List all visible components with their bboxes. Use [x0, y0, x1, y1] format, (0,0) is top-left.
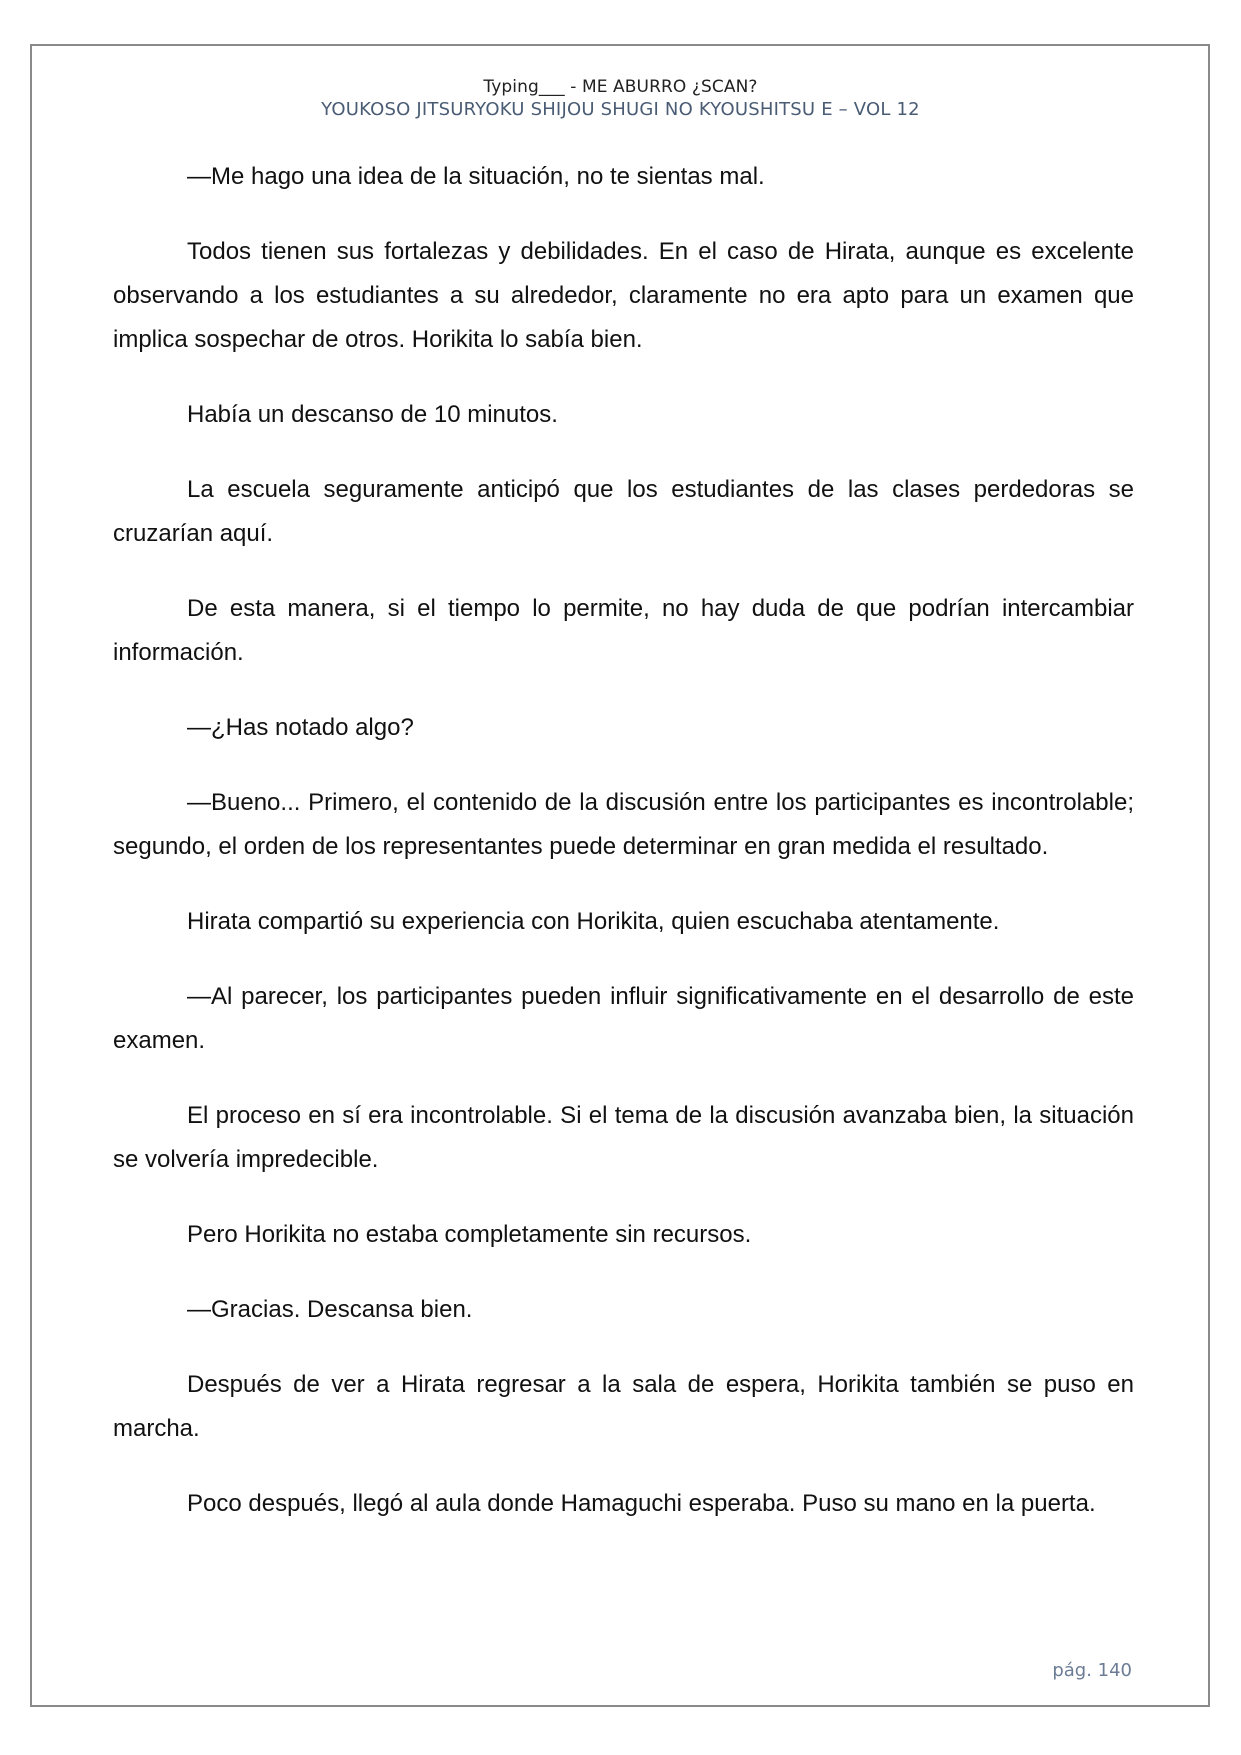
- paragraph: El proceso en sí era incontrolable. Si el tema de la discusión avanzaba bien, la situación se volvería impredecible.: [113, 1102, 1134, 1173]
- paragraph: —Me hago una idea de la situación, no te sientas mal.: [187, 163, 765, 190]
- paragraph: —Gracias. Descansa bien.: [187, 1296, 473, 1323]
- page-number: pág. 140: [1052, 1660, 1132, 1681]
- paragraph: —Al parecer, los participantes pueden influir significativamente en el desarrollo de este examen.: [113, 983, 1134, 1054]
- paragraph: Hirata compartió su experiencia con Horikita, quien escuchaba atentamente.: [187, 908, 1000, 935]
- page-header: [0, 76, 1241, 122]
- header-typing-credit: Typing___ - ME ABURRO ¿SCAN?: [483, 77, 758, 97]
- paragraph: Pero Horikita no estaba completamente sin recursos.: [187, 1221, 752, 1248]
- body-text: [113, 155, 1134, 1557]
- paragraph: Todos tienen sus fortalezas y debilidades. En el caso de Hirata, aunque es excelente observando a los estudiantes a su alrededor, claramente no era apto para un examen que implica sospechar de otros. Horikita lo sabía bien.: [113, 238, 1134, 353]
- paragraph: De esta manera, si el tiempo lo permite, no hay duda de que podrían intercambiar información.: [113, 595, 1134, 666]
- paragraph: —Bueno... Primero, el contenido de la discusión entre los participantes es incontrolable; segundo, el orden de los representantes puede determinar en gran medida el resultado.: [113, 789, 1134, 860]
- paragraph: —¿Has notado algo?: [187, 714, 414, 741]
- paragraph: Había un descanso de 10 minutos.: [187, 401, 558, 428]
- paragraph: La escuela seguramente anticipó que los estudiantes de las clases perdedoras se cruzarían aquí.: [113, 476, 1134, 547]
- header-book-title: YOUKOSO JITSURYOKU SHIJOU SHUGI NO KYOUSHITSU E – VOL 12: [321, 99, 920, 120]
- paragraph: Después de ver a Hirata regresar a la sala de espera, Horikita también se puso en marcha.: [113, 1371, 1134, 1442]
- paragraph: Poco después, llegó al aula donde Hamaguchi esperaba. Puso su mano en la puerta.: [187, 1490, 1096, 1517]
